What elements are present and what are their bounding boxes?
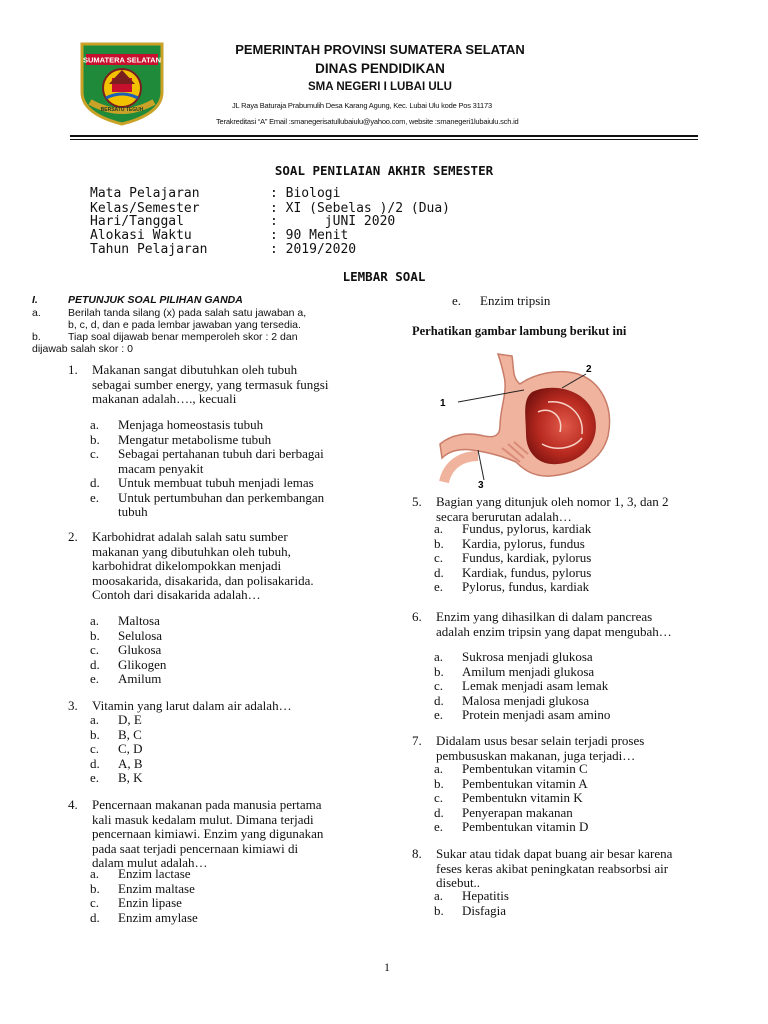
instruction-b-line2: dijawab salah skor : 0 [32, 343, 133, 355]
question-text-line: Bagian yang ditunjuk oleh nomor 1, 3, dan 2 [436, 494, 669, 509]
answer-option: c. Glukosa [90, 642, 162, 657]
stomach-figure-title: Perhatikan gambar lambung berikut ini [412, 324, 627, 338]
question-7 [412, 734, 742, 764]
info-row-class: Kelas/Semester : XI (Sebelas )/2 (Dua) [90, 201, 451, 216]
question-number: 5. [412, 494, 422, 509]
header-department: DINAS PENDIDIKAN [315, 61, 445, 76]
section-title: LEMBAR SOAL [342, 269, 426, 284]
question-text-line: sebagai sumber energy, yang termasuk fungsi [92, 376, 329, 392]
answer-option: e. Untuk pertumbuhan dan perkembangan [90, 489, 325, 505]
instruction-a-line1: a. Berilah tanda silang (x) pada salah satu jawaban a, [32, 307, 307, 319]
answer-option: b. Amilum menjadi glukosa [434, 663, 595, 679]
question-text-line: feses keras akibat peningkatan reabsorbsi air [436, 860, 669, 876]
header-rule-thick [70, 135, 698, 137]
logo-text: SUMATERA SELATAN [82, 55, 162, 65]
answer-option: a. Pembentukan vitamin C [434, 761, 588, 776]
answer-option: b. Disfagia [434, 902, 507, 918]
stomach-label-3: 3 [478, 480, 484, 488]
header-accreditation: Terakreditasi “A” Email :smanegerisatullubaiulu@yahoo.com, website :smanegeri1lubaiulu.sch.id [216, 117, 519, 126]
answer-option: d. Glikogen [90, 656, 167, 672]
answer-option: e. Enzim tripsin [452, 293, 551, 308]
school-province-logo [76, 40, 168, 126]
answer-option: c. Fundus, kardiak, pylorus [434, 550, 592, 565]
answer-option: c. Lemak menjadi asam lemak [434, 678, 609, 693]
question-text-line: disebut.. [436, 875, 481, 890]
answer-option: d. Penyerapan makanan [434, 804, 573, 820]
answer-option: b. Enzim maltase [90, 880, 195, 896]
header-rule-thin [70, 139, 698, 140]
instruction-b-line1: b. Tiap soal dijawab benar memperoleh skor : 2 dan [32, 331, 298, 343]
header-school: SMA NEGERI I LUBAI ULU [308, 81, 452, 93]
answer-option: d. Enzim amylase [90, 909, 198, 925]
question-text-line: pada saat terjadi pencernaan kimiawi di [92, 840, 299, 856]
answer-option: a. Menjaga homeostasis tubuh [90, 417, 264, 432]
answer-option: b. Selulosa [90, 627, 163, 643]
question-text-line: secara berurutan adalah… [436, 508, 572, 524]
question-text-line: Makanan sangat dibutuhkan oleh tubuh [92, 362, 298, 377]
question-number: 7. [412, 733, 422, 748]
answer-option: d. Kardiak, fundus, pylorus [434, 564, 592, 580]
answer-option: a. D, E [90, 712, 142, 727]
answer-option: d. Untuk membuat tubuh menjadi lemas [90, 475, 314, 490]
question-number: 3. [68, 698, 78, 713]
question-text-line: makanan adalah…., kecuali [92, 391, 237, 406]
answer-option: d. A, B [90, 755, 143, 771]
header-address: JL Raya Baturaja Prabumulih Desa Karang Agung, Kec. Lubai Ulu kode Pos 31173 [232, 101, 492, 110]
page-number: 1 [384, 960, 390, 974]
question-4 [68, 798, 368, 872]
question-6 [412, 610, 742, 640]
answer-option: a. Enzim lactase [90, 866, 191, 881]
question-number: 1. [68, 362, 78, 377]
question-text-line: karbohidrat dikelompokkan menjadi [92, 558, 282, 573]
answer-option: e. Protein menjadi asam amino [434, 707, 611, 722]
question-text-line: moosakarida, disakarida, dan polisakarida. [92, 572, 314, 588]
question-8 [412, 847, 742, 891]
answer-option: c. Pembentukn vitamin K [434, 790, 583, 805]
info-row-duration: Alokasi Waktu : 90 Menit [90, 228, 349, 243]
answer-option: b. Mengatur metabolisme tubuh [90, 431, 272, 447]
question-text-line: kali masuk kedalam mulut. Dimana terjadi [92, 811, 314, 827]
question-number: 4. [68, 797, 78, 812]
stomach-label-1: 1 [440, 398, 446, 409]
question-text-line: Karbohidrat adalah salah satu sumber [92, 529, 288, 544]
stomach-diagram [438, 352, 624, 488]
question-text-line: Vitamin yang larut dalam air adalah… [92, 698, 292, 713]
stomach-label-2: 2 [586, 364, 592, 375]
answer-option: e. B, K [90, 770, 143, 785]
question-text-line: dalam mulut adalah… [92, 855, 208, 870]
answer-option: e. Pembentukan vitamin D [434, 819, 589, 834]
question-text-line: pencernaan kimiawi. Enzim yang digunakan [92, 826, 324, 841]
question-text-line: pembususkan makanan, juga terjadi… [436, 747, 636, 763]
info-row-date: Hari/Tanggal : jUNI 2020 [90, 214, 396, 229]
answer-option: c. Enzin lipase [90, 895, 182, 910]
info-row-year: Tahun Pelajaran : 2019/2020 [90, 242, 357, 257]
answer-option: d. Malosa menjadi glukosa [434, 692, 590, 708]
question-number: 2. [68, 529, 78, 544]
answer-option: a. Hepatitis [434, 888, 509, 903]
question-text-line: Pencernaan makanan pada manusia pertama [92, 797, 322, 812]
answer-option: macam penyakit [118, 460, 204, 476]
answer-option: a. Sukrosa menjadi glukosa [434, 649, 593, 664]
info-row-subject: Mata Pelajaran : Biologi [90, 186, 341, 201]
question-text-line: Didalam usus besar selain terjadi proses [436, 733, 645, 748]
answer-option: c. Sebagai pertahanan tubuh dari berbagai [90, 446, 324, 461]
question-text-line: Enzim yang dihasilkan di dalam pancreas [436, 609, 653, 624]
question-number: 8. [412, 846, 422, 861]
question-2 [68, 530, 368, 606]
question-number: 6. [412, 609, 422, 624]
answer-option: e. Amilum [90, 671, 162, 686]
instruction-a-line2: b, c, d, dan e pada lembar jawaban yang tersedia. [68, 319, 301, 331]
question-1 [68, 363, 368, 413]
header-province: PEMERINTAH PROVINSI SUMATERA SELATAN [235, 42, 525, 57]
answer-option: b. Kardia, pylorus, fundus [434, 535, 585, 551]
logo-motto: BERSATU TEGUH [100, 107, 144, 113]
answer-option: b. B, C [90, 726, 142, 742]
answer-option: a. Maltosa [90, 613, 160, 628]
question-text-line: Contoh dari disakarida adalah… [92, 587, 261, 602]
question-text-line: makanan yang dibutuhkan oleh tubuh, [92, 543, 291, 559]
answer-option: c. C, D [90, 741, 143, 756]
question-text-line: adalah enzim tripsin yang dapat mengubah… [436, 623, 672, 639]
answer-option: e. Pylorus, fundus, kardiak [434, 579, 590, 594]
answer-option: a. Fundus, pylorus, kardiak [434, 521, 592, 536]
instructions-heading: I. PETUNJUK SOAL PILIHAN GANDA [32, 294, 243, 306]
question-text-line: Sukar atau tidak dapat buang air besar karena [436, 846, 673, 861]
page-title: SOAL PENILAIAN AKHIR SEMESTER [274, 163, 494, 178]
answer-option: b. Pembentukan vitamin A [434, 775, 588, 791]
answer-option: tubuh [118, 504, 148, 519]
